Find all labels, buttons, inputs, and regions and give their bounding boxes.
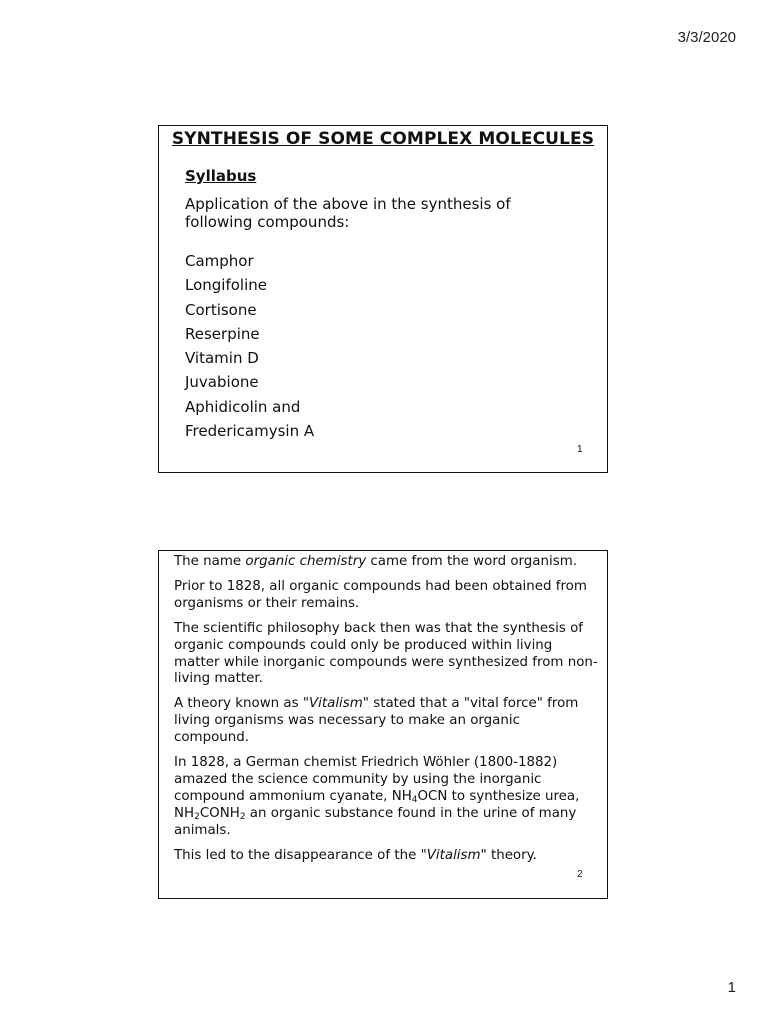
slide-2	[158, 550, 608, 899]
list-item: Fredericamysin A	[185, 422, 315, 441]
list-item: Juvabione	[185, 373, 259, 392]
compound-list	[185, 252, 314, 446]
list-item: Longifoline	[185, 276, 267, 295]
slide-1	[158, 125, 608, 473]
paragraph-vitalism: A theory known as "Vitalism" stated that a "vital force" from living organisms was necessary to make an organic compound.	[174, 696, 579, 746]
slide-title: SYNTHESIS OF SOME COMPLEX MOLECULES	[171, 129, 595, 149]
page-number: 1	[727, 979, 736, 996]
slide-body	[174, 554, 599, 873]
paragraph-organic-chemistry: The name organic chemistry came from the word organism.	[174, 554, 577, 569]
page-date: 3/3/2020	[677, 29, 736, 46]
list-item: Cortisone	[185, 300, 257, 319]
list-item: Reserpine	[185, 324, 260, 343]
paragraph-wohler: In 1828, a German chemist Friedrich Wöhler (1800-1882) amazed the science community by using the inorganic compound ammonium cyanate, $NH_4OCN$ to synthesize urea, $NH_2CONH_2$ an organic substance found in the urine of many animals.	[174, 755, 580, 838]
paragraph-prior-1828: Prior to 1828, all organic compounds had been obtained from organisms or their remains.	[174, 578, 587, 611]
syllabus-intro: Application of the above in the synthesis of following compounds:	[185, 195, 511, 231]
list-item: Aphidicolin and	[185, 397, 301, 416]
slide-number: 1	[577, 444, 583, 455]
paragraph-philosophy: The scientific philosophy back then was that the synthesis of organic compounds could only be produced within living matter while inorganic compounds were synthesized from non-living matter.	[174, 620, 598, 687]
slide-number: 2	[577, 869, 583, 880]
paragraph-conclusion: This led to the disappearance of the "Vitalism" theory.	[174, 847, 537, 863]
syllabus-heading: Syllabus	[185, 167, 257, 185]
list-item: Camphor	[185, 252, 254, 270]
list-item: Vitamin D	[185, 349, 259, 368]
